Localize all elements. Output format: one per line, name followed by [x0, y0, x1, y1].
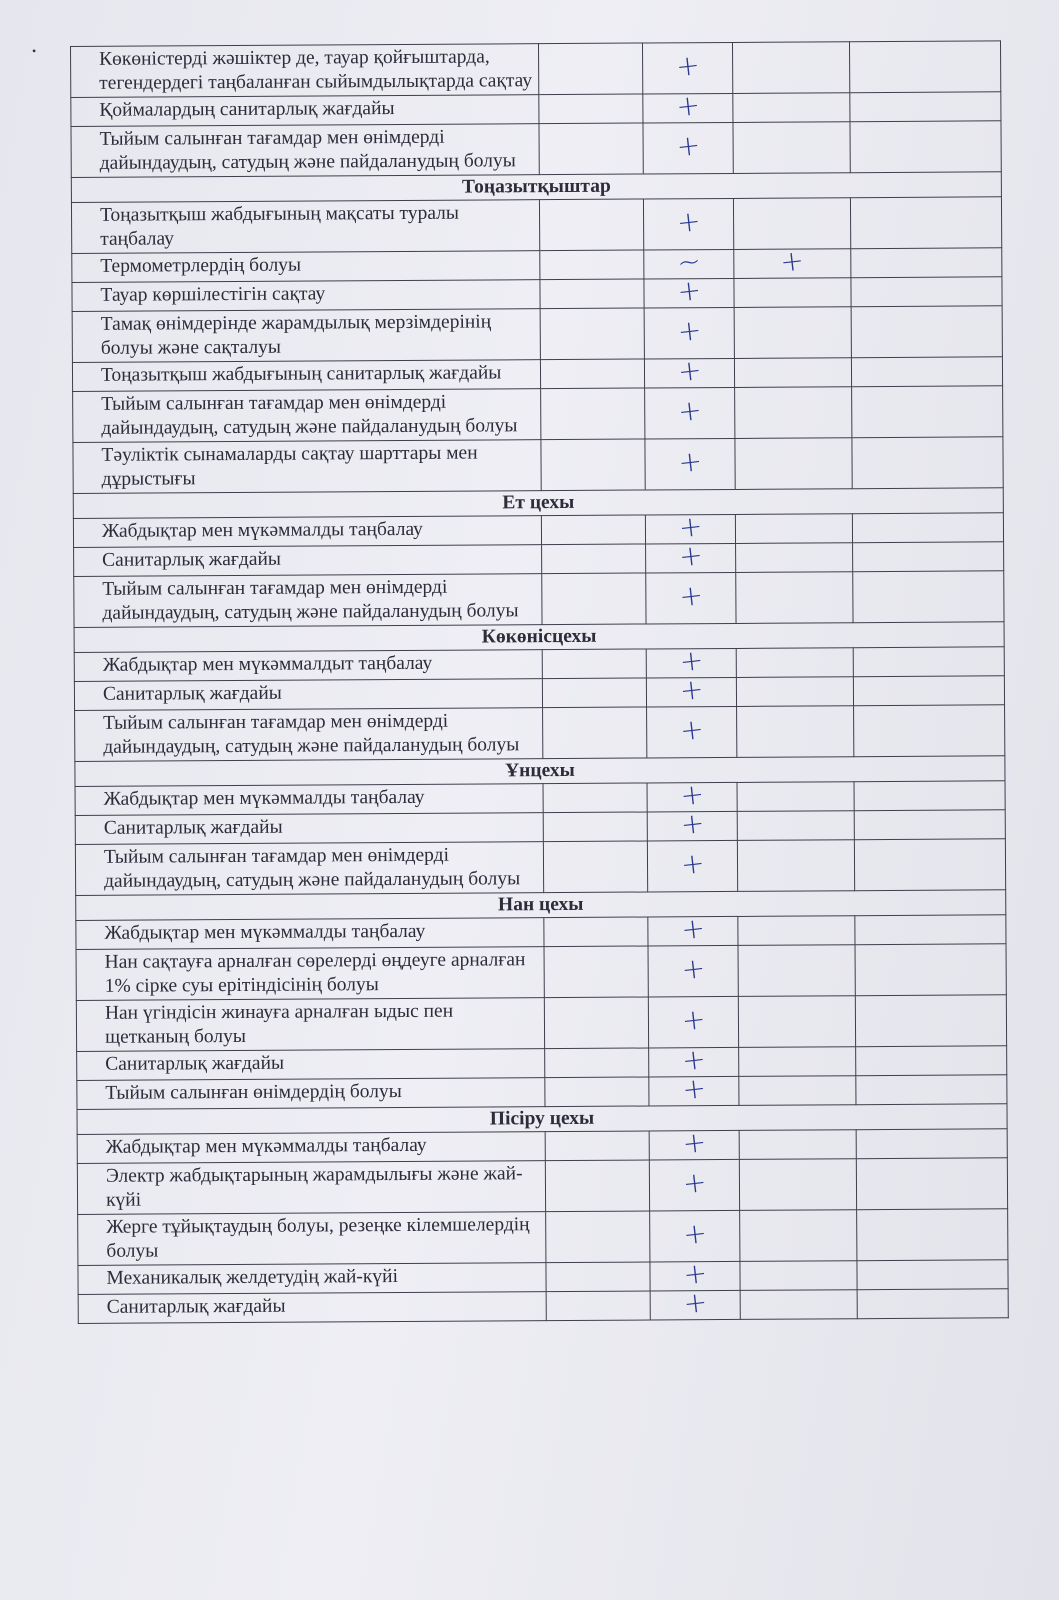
- requirement-text: Жерге тұйықтаудың болуы, резеңке кілемшелердің болуы: [78, 1212, 546, 1266]
- noncompliance-mark-cell: [733, 93, 850, 123]
- empty-cell: [540, 308, 644, 360]
- empty-cell: [855, 915, 1006, 945]
- handwritten-mark: +: [675, 313, 703, 349]
- handwritten-mark: +: [681, 1256, 709, 1292]
- noncompliance-mark-cell: [736, 572, 853, 624]
- empty-cell: [852, 513, 1003, 543]
- requirement-text: Тәуліктік сынамаларды сақтау шарттары мен дұрыстығы: [73, 440, 541, 494]
- noncompliance-mark-cell: [740, 1290, 857, 1320]
- checklist-row: [78, 1209, 1008, 1266]
- empty-cell: [540, 250, 644, 280]
- requirement-text: Жабдықтар мен мүкәммалдыт таңбалау: [74, 650, 542, 682]
- requirement-text: Тауар көршілестігін сақтау: [72, 280, 540, 312]
- requirement-text: Көкөністерді жәшіктер де, тауар қойғыштарда, тегендердегі таңбаланған сыйымдылықтарда сақтау: [71, 44, 539, 98]
- checklist-row: [71, 121, 1001, 178]
- section-title: Тоңазытқыштар: [71, 172, 1001, 203]
- noncompliance-mark-cell: [740, 1210, 857, 1262]
- empty-cell: [542, 649, 646, 679]
- handwritten-mark: +: [677, 672, 705, 708]
- empty-cell: [853, 571, 1004, 623]
- requirement-text: Санитарлық жағдайы: [74, 545, 542, 577]
- requirement-text: Тамақ өнімдерінде жарамдылық мерзімдерінің болуы және сақталуы: [72, 309, 540, 363]
- empty-cell: [539, 123, 643, 175]
- compliance-mark-cell: [643, 198, 733, 250]
- requirement-text: Нан сақтауға арналған сөрелерді өңдеуге арналған 1% сірке суы ерітіндісінің болуы: [76, 947, 544, 1001]
- requirement-text: Тыйым салынған өнімдердің болуы: [77, 1078, 545, 1110]
- handwritten-mark: +: [679, 951, 707, 987]
- empty-cell: [851, 277, 1002, 307]
- handwritten-mark: +: [681, 1285, 709, 1321]
- requirement-text: Тыйым салынған тағамдар мен өнімдерді дайындаудың, сатудың және пайдаланудың болуы: [73, 389, 541, 443]
- noncompliance-mark-cell: [739, 1047, 856, 1077]
- noncompliance-mark-cell: [734, 307, 851, 359]
- empty-cell: [855, 995, 1006, 1047]
- checklist-sheet: [70, 40, 1018, 1324]
- empty-cell: [542, 573, 646, 625]
- handwritten-mark: +: [678, 846, 706, 882]
- compliance-mark-cell: [648, 945, 738, 997]
- requirement-text: Санитарлық жағдайы: [74, 679, 542, 711]
- empty-cell: [540, 279, 644, 309]
- noncompliance-mark-cell: [734, 278, 851, 308]
- checklist-row: [77, 1158, 1007, 1215]
- empty-cell: [545, 1048, 649, 1078]
- paper-speck: •: [32, 44, 37, 58]
- empty-cell: [539, 199, 643, 251]
- requirement-text: Санитарлық жағдайы: [78, 1292, 546, 1324]
- empty-cell: [544, 917, 648, 947]
- compliance-mark-cell: [643, 122, 733, 174]
- empty-cell: [854, 810, 1005, 840]
- handwritten-mark: +: [677, 643, 705, 679]
- noncompliance-mark-cell: [735, 387, 852, 439]
- empty-cell: [851, 306, 1002, 358]
- section-title: Пісіру цехы: [77, 1104, 1007, 1135]
- empty-cell: [538, 43, 642, 95]
- requirement-text: Жабдықтар мен мүкәммалды таңбалау: [73, 516, 541, 548]
- inspection-checklist-table: [70, 40, 1009, 1324]
- requirement-text: Санитарлық жағдайы: [75, 813, 543, 845]
- checklist-row: [72, 306, 1002, 363]
- requirement-text: Тоңазытқыш жабдығының мақсаты туралы таңбалау: [71, 200, 539, 254]
- empty-cell: [543, 841, 647, 893]
- empty-cell: [540, 359, 644, 389]
- compliance-mark-cell: [647, 840, 737, 892]
- noncompliance-mark-cell: [740, 1261, 857, 1291]
- noncompliance-mark-cell: [736, 677, 853, 707]
- handwritten-mark: +: [679, 911, 707, 947]
- compliance-mark-cell: [642, 42, 732, 94]
- checklist-row: [73, 437, 1003, 494]
- empty-cell: [546, 1291, 650, 1321]
- checklist-row: [71, 41, 1001, 98]
- empty-cell: [546, 1211, 650, 1263]
- compliance-mark-cell: [644, 273, 734, 309]
- checklist-row: [74, 571, 1004, 628]
- noncompliance-mark-cell: [737, 811, 854, 841]
- handwritten-mark: +: [674, 88, 702, 124]
- compliance-mark-cell: [647, 806, 737, 842]
- requirement-text: Тыйым салынған тағамдар мен өнімдерді дайындаудың, сатудың және пайдаланудың болуы: [75, 842, 543, 896]
- empty-cell: [853, 676, 1004, 706]
- empty-cell: [545, 1077, 649, 1107]
- empty-cell: [543, 707, 647, 759]
- empty-cell: [857, 1289, 1008, 1319]
- requirement-text: Қоймалардың санитарлық жағдайы: [71, 95, 539, 127]
- checklist-row: [71, 197, 1001, 254]
- empty-cell: [855, 944, 1006, 996]
- handwritten-mark: +: [679, 1002, 707, 1038]
- section-title: Нан цехы: [76, 890, 1006, 921]
- handwritten-mark: +: [681, 1216, 709, 1252]
- handwritten-mark: +: [678, 777, 706, 813]
- requirement-text: Нан үгіндісін жинауға арналған ыдыс пен щетканың болуы: [76, 998, 544, 1052]
- noncompliance-mark-cell: [734, 358, 851, 388]
- empty-cell: [857, 1209, 1008, 1261]
- empty-cell: [541, 439, 645, 491]
- noncompliance-mark-cell: [733, 198, 850, 250]
- empty-cell: [857, 1260, 1008, 1290]
- requirement-text: Электр жабдықтарының жарамдылығы және жай-күйі: [77, 1161, 545, 1215]
- checklist-row: [75, 839, 1005, 896]
- compliance-mark-cell: [650, 1210, 740, 1262]
- empty-cell: [545, 1131, 649, 1161]
- noncompliance-mark-cell: [738, 916, 855, 946]
- empty-cell: [856, 1075, 1007, 1105]
- handwritten-mark: +: [676, 444, 704, 480]
- requirement-text: Тыйым салынған тағамдар мен өнімдерді дайындаудың, сатудың және пайдаланудың болуы: [75, 708, 543, 762]
- compliance-mark-cell: [644, 307, 734, 359]
- checklist-body: [71, 41, 1009, 1324]
- empty-cell: [542, 544, 646, 574]
- empty-cell: [856, 1129, 1007, 1159]
- compliance-mark-cell: [644, 353, 734, 389]
- empty-cell: [849, 41, 1000, 93]
- compliance-mark-cell: [648, 996, 738, 1048]
- section-title: Көкөнісцехы: [74, 622, 1004, 653]
- checklist-row: [73, 386, 1003, 443]
- compliance-mark-cell: [649, 1125, 739, 1161]
- handwritten-mark: +: [680, 1042, 708, 1078]
- compliance-mark-cell: [650, 1285, 740, 1321]
- handwritten-mark: +: [677, 538, 705, 574]
- requirement-text: Тыйым салынған тағамдар мен өнімдерді дайындаудың, сатудың және пайдаланудың болуы: [74, 574, 542, 628]
- empty-cell: [854, 839, 1005, 891]
- compliance-mark-cell: [646, 672, 736, 708]
- noncompliance-mark-cell: [739, 1130, 856, 1160]
- compliance-mark-cell: [647, 706, 737, 758]
- noncompliance-mark-cell: [734, 243, 851, 279]
- checklist-row: [75, 705, 1005, 762]
- noncompliance-mark-cell: [735, 438, 852, 490]
- handwritten-mark: +: [674, 128, 702, 164]
- empty-cell: [546, 1262, 650, 1292]
- handwritten-mark: +: [677, 578, 705, 614]
- empty-cell: [851, 357, 1002, 387]
- requirement-text: Механикалық желдетудің жай-күйі: [78, 1263, 546, 1295]
- empty-cell: [545, 1160, 649, 1212]
- compliance-mark-cell: [645, 438, 735, 490]
- empty-cell: [850, 92, 1001, 122]
- handwritten-mark: +: [678, 712, 706, 748]
- noncompliance-mark-cell: [738, 996, 855, 1048]
- empty-cell: [850, 197, 1001, 249]
- section-title: Ет цехы: [73, 488, 1003, 519]
- empty-cell: [851, 248, 1002, 278]
- requirement-text: Термометрлердің болуы: [72, 251, 540, 283]
- empty-cell: [541, 515, 645, 545]
- empty-cell: [854, 781, 1005, 811]
- empty-cell: [541, 388, 645, 440]
- noncompliance-mark-cell: [739, 1076, 856, 1106]
- handwritten-mark: +: [676, 509, 704, 545]
- noncompliance-mark-cell: [738, 945, 855, 997]
- compliance-mark-cell: [646, 538, 736, 574]
- handwritten-mark: +: [676, 393, 704, 429]
- compliance-mark-cell: [649, 1071, 739, 1107]
- handwritten-mark: +: [674, 48, 702, 84]
- empty-cell: [850, 121, 1001, 173]
- handwritten-mark: +: [675, 273, 703, 309]
- noncompliance-mark-cell: [732, 42, 849, 94]
- compliance-mark-cell: [648, 911, 738, 947]
- handwritten-mark: +: [678, 806, 706, 842]
- compliance-mark-cell: [649, 1159, 739, 1211]
- empty-cell: [852, 437, 1003, 489]
- empty-cell: [543, 783, 647, 813]
- empty-cell: [856, 1046, 1007, 1076]
- compliance-mark-cell: [646, 572, 736, 624]
- requirement-text: Санитарлық жағдайы: [77, 1049, 545, 1081]
- handwritten-mark: +: [680, 1125, 708, 1161]
- checklist-row: [78, 1289, 1008, 1324]
- empty-cell: [544, 946, 648, 998]
- empty-cell: [852, 386, 1003, 438]
- requirement-text: Тоңазытқыш жабдығының санитарлық жағдайы: [72, 360, 540, 392]
- empty-cell: [853, 647, 1004, 677]
- section-title: Ұнцехы: [75, 756, 1005, 787]
- empty-cell: [543, 812, 647, 842]
- noncompliance-mark-cell: [739, 1159, 856, 1211]
- handwritten-mark: +: [675, 353, 703, 389]
- requirement-text: Тыйым салынған тағамдар мен өнімдерді дайындаудың, сатудың және пайдаланудың болуы: [71, 124, 539, 178]
- checklist-row: [76, 995, 1006, 1052]
- handwritten-mark: +: [680, 1071, 708, 1107]
- compliance-mark-cell: [645, 387, 735, 439]
- handwritten-mark: +: [778, 243, 806, 279]
- checklist-row: [76, 944, 1006, 1001]
- requirement-text: Жабдықтар мен мүкәммалды таңбалау: [76, 918, 544, 950]
- noncompliance-mark-cell: [735, 514, 852, 544]
- noncompliance-mark-cell: [733, 122, 850, 174]
- empty-cell: [542, 678, 646, 708]
- compliance-mark-cell: [643, 88, 733, 124]
- noncompliance-mark-cell: [737, 782, 854, 812]
- noncompliance-mark-cell: [737, 706, 854, 758]
- handwritten-mark: ~: [675, 244, 703, 280]
- requirement-text: Жабдықтар мен мүкәммалды таңбалау: [75, 784, 543, 816]
- requirement-text: Жабдықтар мен мүкәммалды таңбалау: [77, 1132, 545, 1164]
- empty-cell: [853, 542, 1004, 572]
- noncompliance-mark-cell: [736, 648, 853, 678]
- noncompliance-mark-cell: [737, 840, 854, 892]
- empty-cell: [854, 705, 1005, 757]
- handwritten-mark: +: [675, 204, 703, 240]
- noncompliance-mark-cell: [736, 543, 853, 573]
- empty-cell: [539, 94, 643, 124]
- empty-cell: [856, 1158, 1007, 1210]
- handwritten-mark: +: [680, 1165, 708, 1201]
- empty-cell: [544, 997, 648, 1049]
